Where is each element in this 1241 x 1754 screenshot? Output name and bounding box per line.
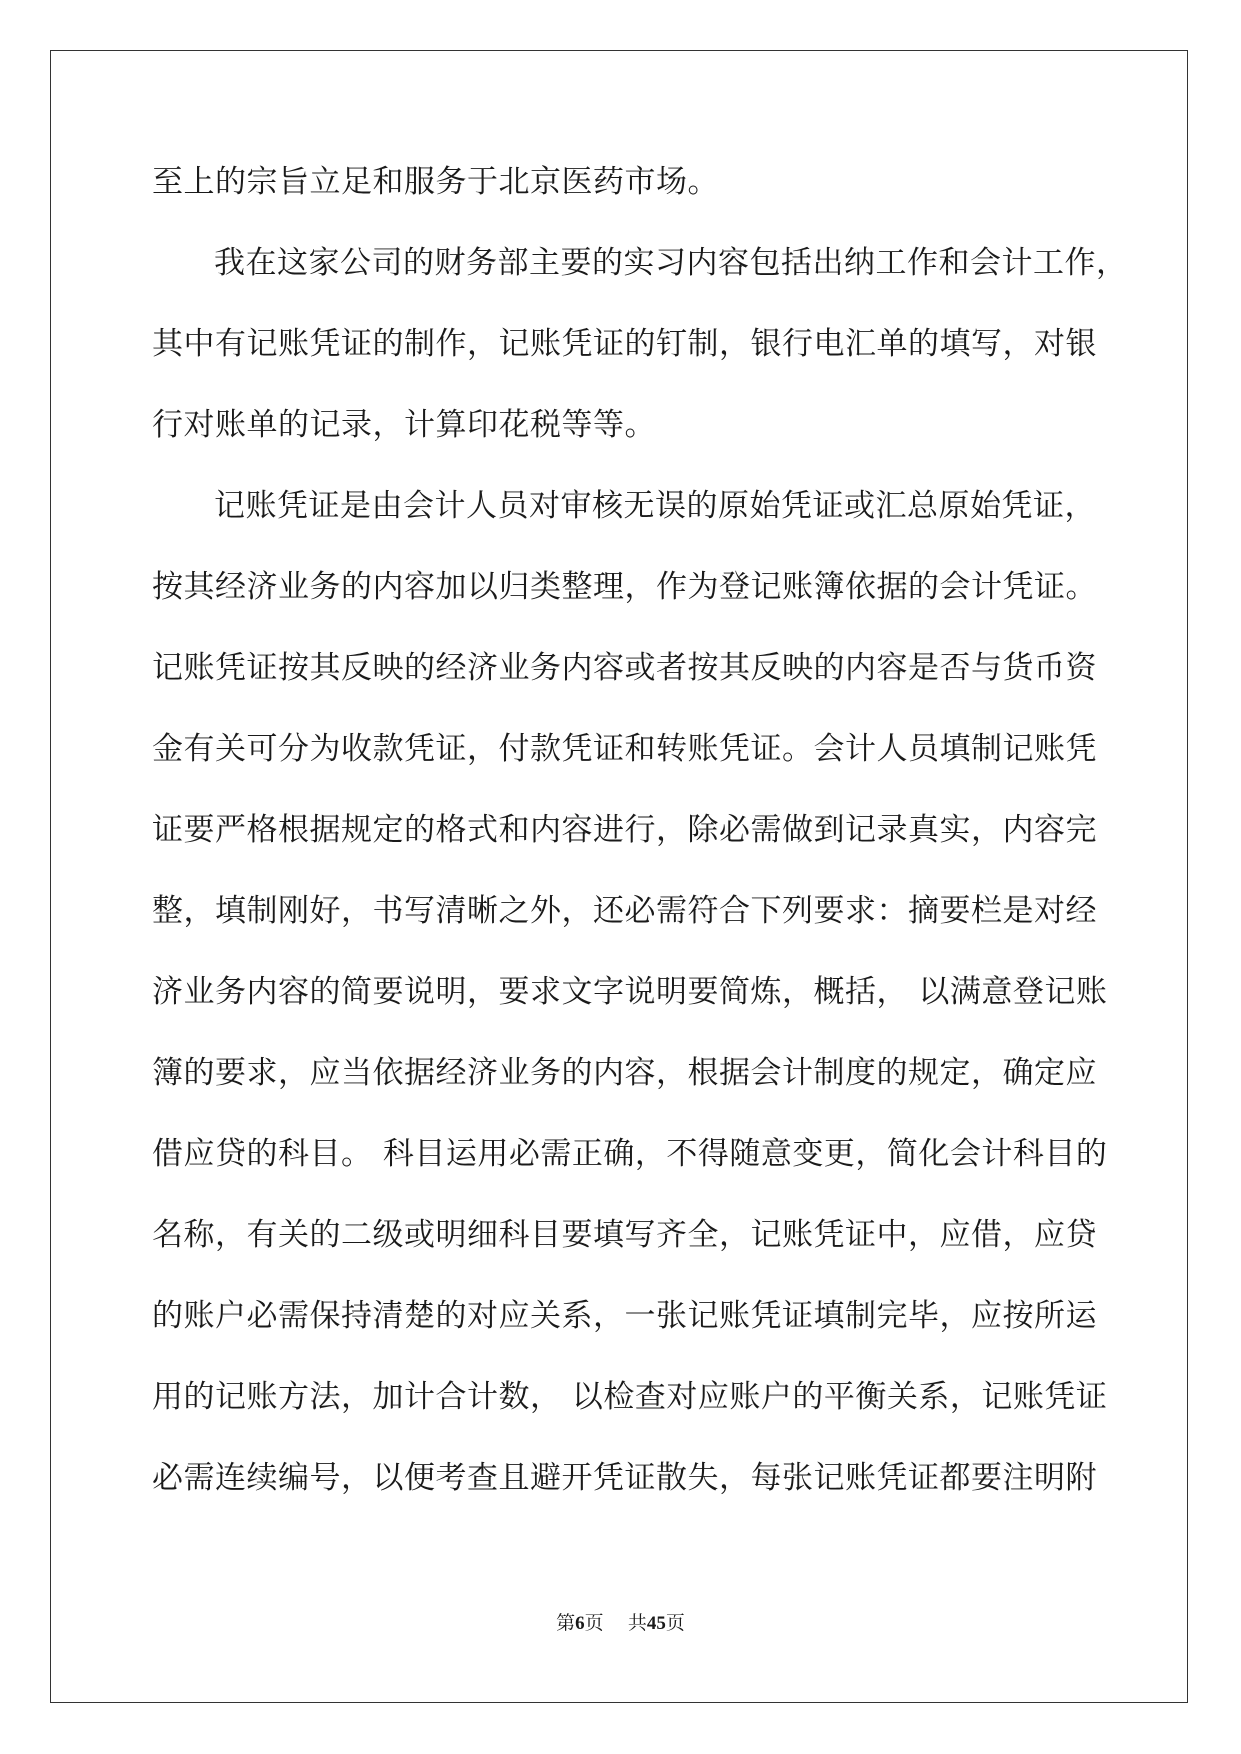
text-line: 我在这家公司的财务部主要的实习内容包括出纳工作和会计工作， — [214, 245, 1128, 281]
text-line: 整，填制刚好，书写清晰之外，还必需符合下列要求：摘要栏是对经 — [152, 893, 1097, 929]
text-line: 金有关可分为收款凭证，付款凭证和转账凭证。会计人员填制记账凭 — [152, 731, 1097, 767]
text-line: 用的记账方法，加计合计数， 以检查对应账户的平衡关系，记账凭证 — [152, 1379, 1108, 1415]
text-line: 济业务内容的简要说明，要求文字说明要简炼，概括， 以满意登记账 — [152, 974, 1108, 1010]
page-footer — [0, 1611, 1241, 1636]
page-number: 6 — [575, 1613, 585, 1634]
body-text — [152, 162, 1128, 1539]
text-line: 证要严格根据规定的格式和内容进行，除必需做到记录真实，内容完 — [152, 812, 1097, 848]
text-line: 借应贷的科目。 科目运用必需正确，不得随意变更，简化会计科目的 — [152, 1136, 1108, 1172]
text-line: 簿的要求，应当依据经济业务的内容，根据会计制度的规定，确定应 — [152, 1055, 1097, 1091]
text-line: 至上的宗旨立足和服务于北京医药市场。 — [152, 164, 719, 200]
total-pages: 45 — [646, 1613, 666, 1634]
text-line: 按其经济业务的内容加以归类整理，作为登记账簿依据的会计凭证。 — [152, 569, 1097, 605]
text-line: 记账凭证按其反映的经济业务内容或者按其反映的内容是否与货币资 — [152, 650, 1097, 686]
text-line: 记账凭证是由会计人员对审核无误的原始凭证或汇总原始凭证， — [214, 488, 1096, 524]
text-line: 其中有记账凭证的制作，记账凭证的钉制，银行电汇单的填写，对银 — [152, 326, 1097, 362]
total-prefix: 共 — [627, 1612, 647, 1634]
page-prefix: 第 — [556, 1612, 576, 1634]
text-line: 的账户必需保持清楚的对应关系，一张记账凭证填制完毕，应按所运 — [152, 1298, 1097, 1334]
total-suffix: 页 — [665, 1612, 685, 1634]
page-suffix: 页 — [584, 1612, 604, 1634]
text-line: 必需连续编号，以便考查且避开凭证散失，每张记账凭证都要注明附 — [152, 1460, 1097, 1496]
text-line: 名称，有关的二级或明细科目要填写齐全，记账凭证中，应借，应贷 — [152, 1217, 1097, 1253]
text-line: 行对账单的记录，计算印花税等等。 — [152, 407, 656, 443]
